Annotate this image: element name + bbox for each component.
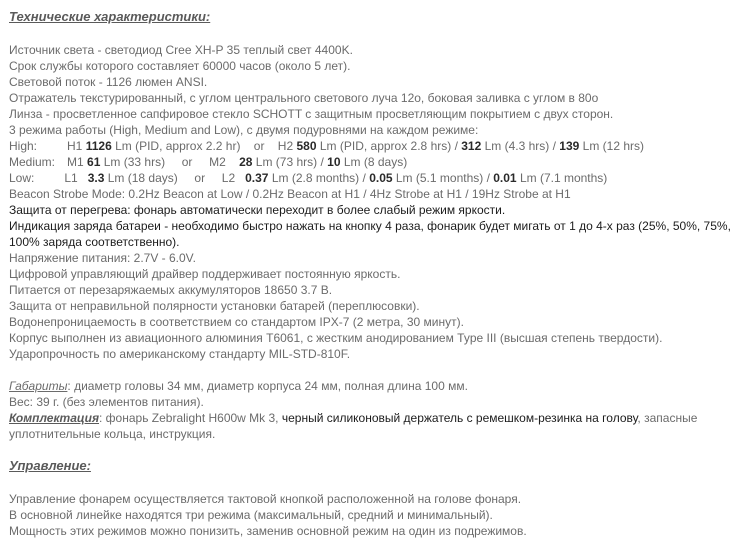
dimensions-line bbox=[9, 378, 735, 394]
spec-polarity: Защита от неправильной полярности установки батарей (переплюсовки). bbox=[9, 299, 420, 313]
spec-mode-low: Low: L1 3.3 Lm (18 days) or L2 0.37 Lm (2.8 months) / 0.05 Lm (5.1 months) / 0.01 Lm (7.1 months) bbox=[9, 171, 608, 185]
spec-impact: Ударопрочность по американскому стандарту MIL-STD-810F. bbox=[9, 347, 351, 361]
spec-voltage: Напряжение питания: 2.7V - 6.0V. bbox=[9, 251, 196, 265]
spec-body: Корпус выполнен из авиационного алюминия T6061, с жестким анодированием Type III (высшая степень твердости). bbox=[9, 331, 663, 345]
control-text bbox=[9, 491, 735, 539]
h2-lumens: 580 bbox=[296, 139, 317, 153]
spec-overheat: Защита от перегрева: фонарь автоматически переходит в более слабый режим яркости. bbox=[9, 203, 506, 217]
spec-flux: Световой поток - 1126 люмен ANSI. bbox=[9, 75, 208, 89]
specs-list bbox=[9, 42, 735, 362]
spec-light-source: Источник света - светодиод Cree XH-P 35 теплый свет 4400K. bbox=[9, 43, 353, 57]
control-p2: В основной линейке находятся три режима (максимальный, средний и минимальный). bbox=[9, 508, 493, 522]
spec-lifetime: Срок службы которого составляет 60000 часов (около 5 лет). bbox=[9, 59, 351, 73]
control-heading: Управление: bbox=[9, 458, 91, 473]
m1-lumens: 61 bbox=[87, 155, 101, 169]
spec-beacon: Beacon Strobe Mode: 0.2Hz Beacon at Low / 0.2Hz Beacon at H1 / 4Hz Strobe at H1 / 19Hz Strobe at H1 bbox=[9, 187, 571, 201]
h1-lumens: 1126 bbox=[85, 139, 112, 153]
l2-lumens: 0.37 bbox=[245, 171, 269, 185]
dimensions-section bbox=[9, 378, 735, 442]
dimensions-label: Габариты bbox=[9, 379, 68, 393]
control-p3: Мощность этих режимов можно понизить, заменив основной режим на один из подрежимов. bbox=[9, 524, 527, 538]
article-body bbox=[9, 9, 735, 539]
kit-label: Комплектация bbox=[9, 411, 100, 425]
mode-high-label: High: bbox=[9, 139, 38, 153]
spec-power: Питается от перезаряжаемых аккумуляторов 18650 3.7 В. bbox=[9, 283, 333, 297]
mode-low-label: Low: bbox=[9, 171, 35, 185]
spec-waterproof: Водонепроницаемость в соответствием со стандартом IPX-7 (2 метра, 30 минут). bbox=[9, 315, 464, 329]
mode-medium-label: Medium: bbox=[9, 155, 56, 169]
spec-lens: Линза - просветленное сапфировое стекло SCHOTT с защитным просветляющим покрытием с двух сторон. bbox=[9, 107, 614, 121]
dimensions-text: : диаметр головы 34 мм, диаметр корпуса 24 мм, полная длина 100 мм. bbox=[67, 379, 468, 393]
spec-modes-intro: 3 режима работы (High, Medium and Low), с двумя подуровнями на каждом режиме: bbox=[9, 123, 479, 137]
spec-mode-high: High: H1 1126 Lm (PID, approx 2.2 hr) or H2 580 Lm (PID, approx 2.8 hrs) / 312 Lm (4.3 hrs) / 139 Lm (12 hrs) bbox=[9, 139, 645, 153]
spec-mode-medium: Medium: M1 61 Lm (33 hrs) or M2 28 Lm (73 hrs) / 10 Lm (8 days) bbox=[9, 155, 408, 169]
control-p1: Управление фонарем осуществляется тактовой кнопкой расположенной на голове фонаря. bbox=[9, 492, 522, 506]
weight-line: Вес: 39 г. (без элементов питания). bbox=[9, 395, 204, 409]
m2-lumens: 28 bbox=[239, 155, 253, 169]
spec-battery-indication: Индикация заряда батареи - необходимо быстро нажать на кнопку 4 раза, фонарик будет мигать от 1 до 4-х раз (25%, 50%, 75%, 100% заряда соответственно). bbox=[9, 219, 731, 249]
spec-driver: Цифровой управляющий драйвер поддерживает постоянную яркость. bbox=[9, 267, 401, 281]
kit-line: Комплектация: фонарь Zebralight H600w Mk 3, черный силиконовый держатель с ремешком-резинка на голову, запасные уплотнительные кольца, инструкция. bbox=[9, 411, 698, 441]
specs-heading: Технические характеристики: bbox=[9, 9, 211, 24]
kit-holder: черный силиконовый держатель с ремешком-резинка на голову bbox=[281, 411, 638, 425]
spec-reflector: Отражатель текстурированный, с углом центрального светового луча 12о, боковая заливка с углом в 80о bbox=[9, 91, 599, 105]
l1-lumens: 3.3 bbox=[87, 171, 105, 185]
